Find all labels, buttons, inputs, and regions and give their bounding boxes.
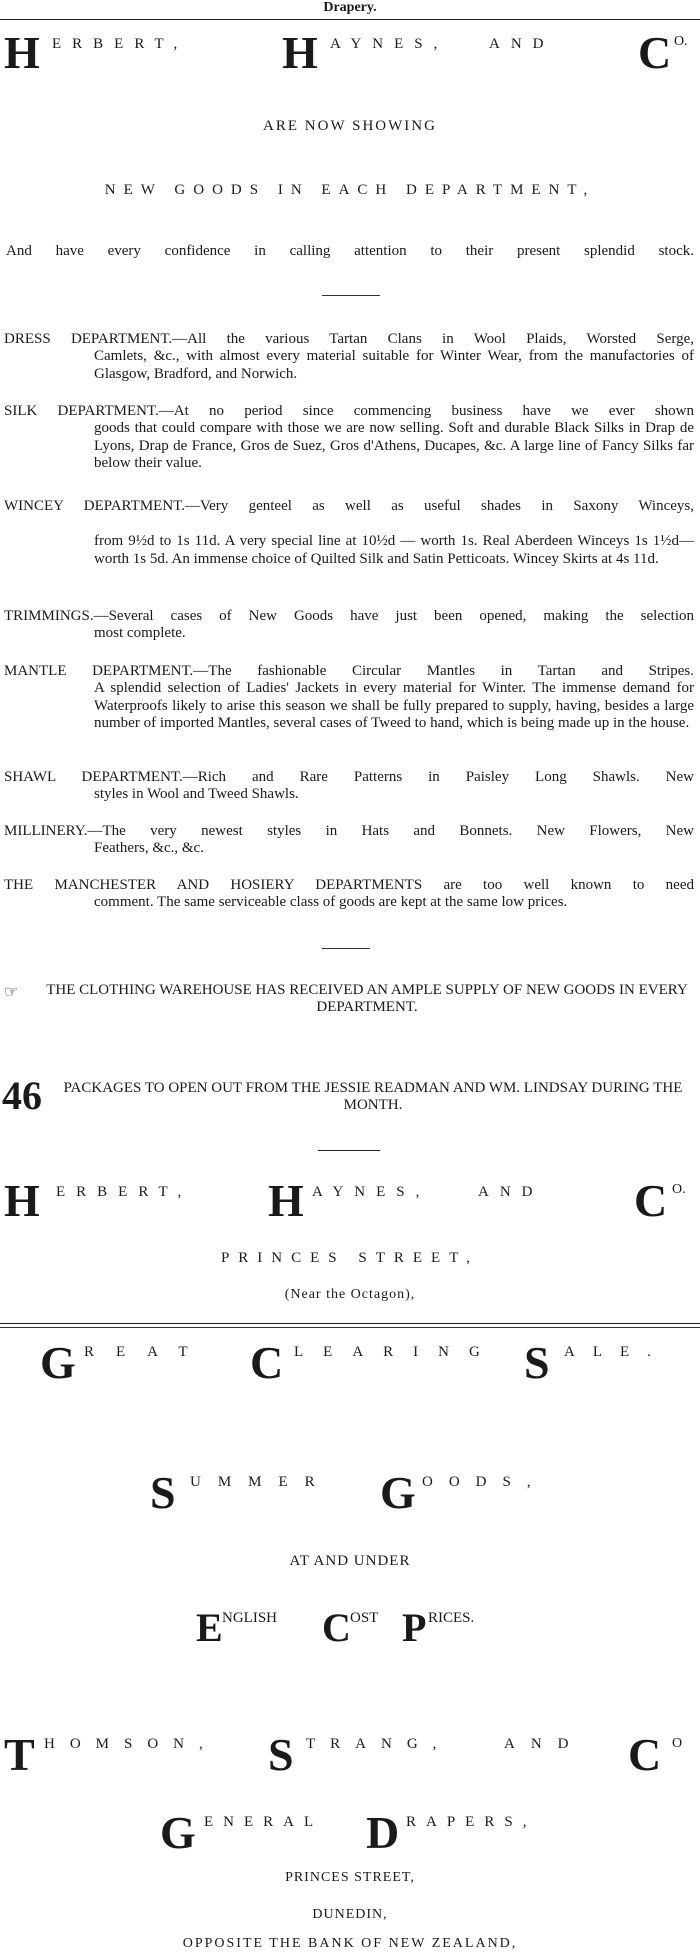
firm-word: O.: [674, 34, 688, 49]
dept-head: TRIMMINGS.: [4, 608, 94, 624]
initial-d: D: [366, 1807, 400, 1858]
dept-text: —At no period since commencing business have we ever shown: [158, 403, 694, 419]
firm-word: ERBERT,: [52, 36, 189, 52]
divider: [322, 295, 380, 296]
firm-word: AND: [489, 36, 555, 52]
clothing-notice: [4, 982, 696, 1022]
dept-head: WINCEY DEPARTMENT.: [4, 498, 185, 514]
section-rule: [0, 1323, 700, 1324]
street-address: PRINCES STREET,: [220, 1250, 480, 1266]
headline-word: REAT: [84, 1344, 210, 1360]
initial-g: G: [160, 1807, 196, 1858]
initial-g: G: [40, 1337, 76, 1388]
dept-text: Camlets, &c., with almost every material suitable for Winter Wear, from the manufactories of Glasgow, Bradford, and Norwich.: [94, 348, 694, 382]
firm-name-herbert-haynes: [4, 1175, 696, 1228]
dept-text: —The very newest styles in Hats and Bonnets. New Flowers, New: [87, 823, 694, 839]
initial-t: T: [4, 1729, 35, 1780]
shawl-department: [4, 768, 694, 804]
opposite-bank: OPPOSITE THE BANK OF NEW ZEALAND,: [182, 1936, 518, 1951]
dept-text: —All the various Tartan Clans in Wool Plaids, Worsted Serge,: [172, 331, 694, 347]
firm-word: HOMSON,: [44, 1736, 218, 1752]
firm-word: ERBERT,: [56, 1184, 193, 1200]
millinery: [4, 822, 694, 858]
initial-c: C: [634, 1175, 668, 1226]
firm-word: O: [672, 1736, 683, 1751]
trade-word: RAPERS,: [406, 1814, 537, 1830]
initial-h: H: [282, 27, 318, 78]
dept-text: from 9½d to 1s 11d. A very special line at 10½d — worth 1s. Real Aberdeen Winceys 1s 1½d—worth 1s 5d. An immense choice of Quilted Silk and Satin Petticoats. Wincey Skirts at 4s 11d.: [94, 533, 694, 567]
near-octagon: (Near the Octagon),: [284, 1287, 416, 1302]
dept-head: SHAWL DEPARTMENT.: [4, 769, 183, 785]
trimmings: [4, 607, 694, 643]
initial-p: P: [402, 1605, 427, 1650]
dept-text: Feathers, &c., &c.: [94, 840, 204, 856]
english-cost-prices: [196, 1605, 526, 1654]
headline-word: ALE.: [564, 1344, 669, 1360]
dept-text: A splendid selection of Ladies' Jackets in every material for Winter. The immense demand for Waterproofs likely to arise this season we shall be fully prepared to supply, having, besides a large number of imported Mantles, several cases of Tweed to hand, which is being made up in the house.: [94, 680, 694, 731]
initial-s: S: [268, 1729, 294, 1780]
initial-c: C: [322, 1605, 351, 1650]
initial-s: S: [524, 1337, 550, 1388]
dept-text: —Several cases of New Goods have just been opened, making the selection: [93, 608, 694, 624]
initial-e: E: [196, 1605, 223, 1650]
initial-c: C: [250, 1337, 284, 1388]
dept-text: are too well known to need: [422, 877, 694, 893]
header-rule: [0, 19, 700, 20]
firm-word: AYNES,: [312, 1184, 431, 1200]
dept-head: MANTLE DEPARTMENT.: [4, 663, 194, 679]
dept-text: —The fashionable Circular Mantles in Tartan and Stripes.: [193, 663, 695, 679]
dept-text: most complete.: [94, 625, 186, 641]
at-and-under: AT AND UNDER: [289, 1553, 411, 1569]
summer-goods: [150, 1467, 570, 1520]
dept-text: —Very genteel as well as useful shades in Saxony Winceys,: [184, 498, 694, 514]
dept-text: comment. The same serviceable class of goods are kept at the same low prices.: [94, 894, 568, 910]
wincey-department: [4, 497, 694, 568]
initial-h: H: [268, 1175, 304, 1226]
initial-c: C: [628, 1729, 662, 1780]
headline-word: UMMER: [190, 1474, 332, 1490]
silk-department: [4, 402, 694, 473]
headline-word: RICES.: [428, 1610, 475, 1626]
packages-number: 46: [2, 1073, 42, 1118]
firm-word: AND: [504, 1736, 585, 1752]
firm-word: AND: [478, 1184, 544, 1200]
section-rule: [0, 1327, 700, 1328]
pointing-hand-icon: ☞: [4, 984, 19, 1001]
dept-head: SILK DEPARTMENT.: [4, 403, 159, 419]
trade-word: ENERAL: [204, 1814, 324, 1830]
clothing-text: THE CLOTHING WAREHOUSE HAS RECEIVED AN AMPLE SUPPLY OF NEW GOODS IN EVERY DEPARTMENT.: [46, 982, 688, 1015]
headline-word: NGLISH: [222, 1610, 277, 1626]
city: DUNEDIN,: [312, 1907, 388, 1922]
section-label: Drapery.: [323, 0, 377, 15]
now-showing: ARE NOW SHOWING: [263, 118, 437, 134]
street-address: PRINCES STREET,: [285, 1870, 415, 1885]
divider: [322, 948, 370, 949]
divider: [318, 1150, 380, 1151]
firm-word: AYNES,: [330, 36, 449, 52]
dept-head: DRESS DEPARTMENT.: [4, 331, 173, 347]
dept-text: —Rich and Rare Patterns in Paisley Long Shawls. New: [182, 769, 695, 785]
dress-department: [4, 330, 694, 383]
headline-word: OODS,: [422, 1474, 547, 1490]
dept-text: styles in Wool and Tweed Shawls.: [94, 786, 299, 802]
mantle-department: [4, 662, 694, 733]
new-goods-line: NEW GOODS IN EACH DEPARTMENT,: [104, 182, 596, 198]
packages-text: PACKAGES TO OPEN OUT FROM THE JESSIE READMAN AND WM. LINDSAY DURING THE MONTH.: [63, 1080, 683, 1113]
confidence-line: And have every confidence in calling attention to their present splendid stock.: [6, 243, 694, 259]
great-clearing-sale: [40, 1337, 680, 1390]
initial-c: C: [638, 27, 672, 78]
initial-h: H: [4, 1175, 40, 1226]
headline-word: LEARING: [294, 1344, 500, 1360]
firm-word: TRANG,: [306, 1736, 452, 1752]
headline-word: OST: [350, 1610, 379, 1626]
dept-text: goods that could compare with those we are now selling. Soft and durable Black Silks in Drap de Lyons, Drap de France, Gros de Suez, Gros d'Athens, Ducapes, &c. A large line of Fancy Silks far below their value.: [94, 420, 694, 471]
general-drapers: [160, 1807, 560, 1860]
initial-s: S: [150, 1467, 176, 1518]
dept-head: MILLINERY.: [4, 823, 88, 839]
packages-notice: [2, 1073, 696, 1122]
firm-name-herbert-haynes: [4, 27, 696, 80]
initial-g: G: [380, 1467, 416, 1518]
initial-h: H: [4, 27, 40, 78]
firm-word: O.: [672, 1182, 686, 1197]
dept-head: THE MANCHESTER AND HOSIERY DEPARTMENTS: [4, 877, 423, 893]
firm-name-thomson-strang: [4, 1729, 696, 1782]
manchester-hosiery: [4, 876, 694, 912]
